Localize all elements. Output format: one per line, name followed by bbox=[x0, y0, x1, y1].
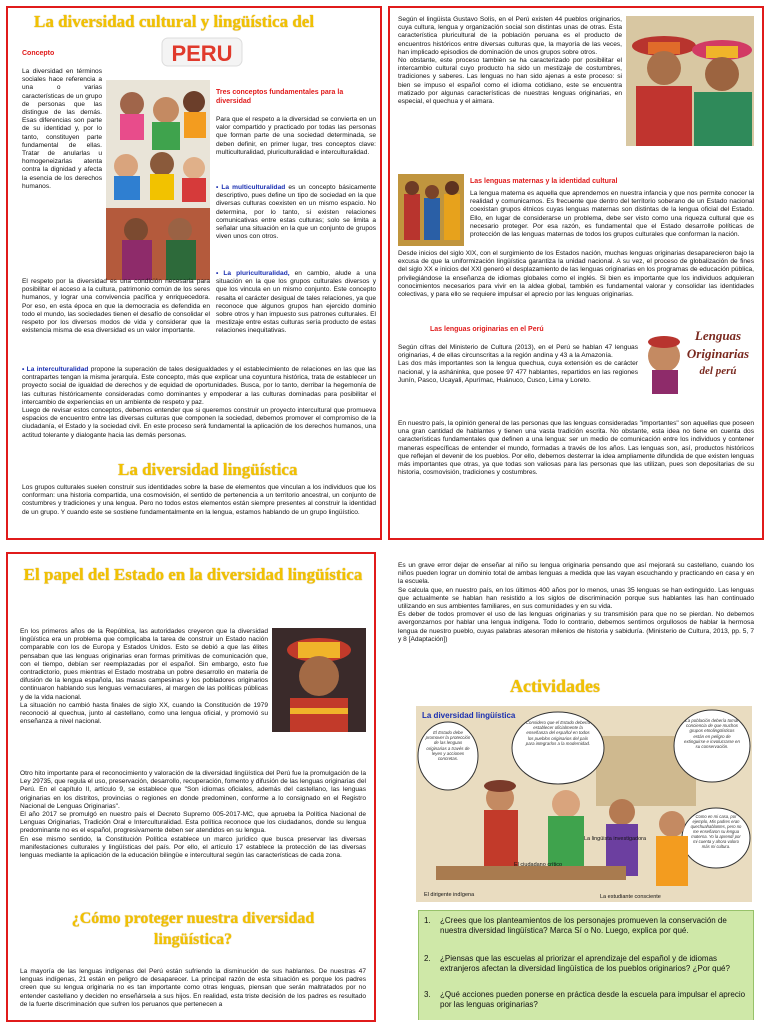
dancers-photo bbox=[398, 174, 464, 246]
question-number: 3. bbox=[424, 990, 431, 999]
pluriculturalidad-text bbox=[216, 270, 376, 372]
speech-bubble-left: El Estado debe promover la protección de las lenguas originarias a través de leyes y acciones concretas. bbox=[418, 722, 478, 790]
proteger-heading: ¿Cómo proteger nuestra diversidad lingüística? bbox=[71, 910, 315, 948]
label-dirigente: El dirigente indígena bbox=[424, 892, 475, 898]
estado-text-2: Otro hito importante para el reconocimiento y valoración de la diversidad lingüística del Perú fue la promulgación de la Ley 29735, que regula el uso, preservación, desarrollo, recuperación, fomento y difusión de las lenguas originarias del Perú. En el capítulo II, artículo 9, se establece que "Son idiomas oficiales, además del castellano, las lenguas originarias en los distritos, provincias o regiones en donde predominen, conforme a lo consignado en el Registro Nacional de Lenguas Originarias". El año 2017 se promulgó en nuestro país el Decreto Supremo 005-2017-MC, que aprueba la Política Nacional de Lenguas Originarias, Tradición Oral e Interculturalidad. Esta política reconoce que los ciudadanos, donde su lengua predominante no es el español, progresivamente deben ser atendidos en su lengua. En ese mismo sentido, la Constitución Política establece un marco jurídico que busca preservar las diversas manifestaciones culturales y lingüísticas del país. Por ello, el artículo 17 establece la protección de las diversas lenguas mediante la aplicación de la educación bilingüe e intercultural según las características de cada zona. bbox=[20, 770, 366, 860]
panel3-title: El papel del Estado en la diversidad lingüística bbox=[23, 565, 363, 584]
interculturalidad-label: • La interculturalidad bbox=[22, 366, 89, 373]
multiculturalidad-label: • La multiculturalidad bbox=[216, 184, 286, 191]
grave-error-text: Es un grave error dejar de enseñar al niño su lengua originaria pensando que así mejorará su castellano, cuando los niños pueden lograr un dominio total de ambas lenguas a medida que las vayan escuchando y practicando en casa y en la escuela. Se calcula que, en nuestro país, en los últimos 400 años por lo menos, unas 35 lenguas se han extinguido. Las lenguas que actualmente se hablan han resistido a los siglos de discriminación porque sus hablantes las han continuado utilizando en sus ambientes familiares, en sus comunidades y en su vida. Es deber de todos promover el uso de las lenguas originarias y su transmisión para que no se pierdan. No debemos avergonzarnos por hablar una lengua indígena. Todo lo contrario, debemos sentirnos orgullosos de hablar la hermosa lengua de nuestro pueblo, cuyas palabras atesoran milenios de historia y sabiduría. (Ministerio de Cultura, 2013, pp. 5, 7 y 8 [Adaptación]) bbox=[398, 562, 754, 643]
label-investigadora: La lingüista investigadora bbox=[584, 836, 647, 842]
actividades-heading: Actividades bbox=[510, 676, 600, 696]
panel-actividades bbox=[388, 552, 764, 1022]
speech-bubble-middle: Considero que el Estado debería establecer oficialmente la enseñanza del español en todos los pueblos originarios del país para integrarlos a la modernidad. bbox=[512, 712, 604, 784]
concepto-heading: Concepto bbox=[22, 50, 55, 57]
estado-text-1: En los primeros años de la República, las autoridades creyeron que la diversidad lingüística era un problema que complicaba la tarea de construir un Estado nación comparable con los de Europa y Estados Unidos. Esto se debió a que las élites pensaban que las lenguas originarias eran formas primitivas de comunicación que, con el tiempo, debían ser reemplazadas por el español. Sin embargo, esto fue contradictorio, pues mientras el Estado mostraba un pobre desarrollo en materia de difusión de la lengua española, las masas campesinas y los pobladores originarios continuaron hablando sus lenguas vernaculares, al margen de las políticas públicas y de la vida nacional. La situación no cambió hasta finales de siglo XX, cuando la Constitución de 1979 reconoció al quechua, junto al castellano, como una lengua oficial, y promovió su enseñanza a nivel nacional. bbox=[20, 628, 268, 726]
panel1-title: La diversidad cultural y lingüística del bbox=[34, 12, 315, 31]
respeto-text: El respeto por la diversidad es una condición necesaria para posibilitar el acceso a la cultura, patrimonio común de los seres humanos, y lograr una convivencia pacífica y enriquecedora. Por eso, en esta época en que la democracia es defendida en todo el mundo, las sociedades tienen el desafío de consolidar el respeto por los diversos modos de vida y considerar que la existencia misma de esa diversidad es un valor importante. bbox=[22, 278, 210, 335]
interculturalidad-body: propone la superación de tales desigualdades y el establecimiento de relaciones en las que las contrapartes tengan la misma jerarquía. Este concepto, más que explicar una coyuntura histórica, trata de establecer un proyecto social de igualdad de derechos y de equidad de oportunidades. Busca, por lo tanto, derribar la hegemonía de las culturas históricamente consideradas como dominantes y empoderar a las culturas dominadas para posibilitar el intercambio de experiencias en un ambiente de respeto y paz. Luego de revisar estos conceptos, debemos entender que si queremos construir un proyecto intercultural que promueva espacios de encuentro entre las diversas culturas que componen la sociedad, debemos promover el compromiso de la ciudadanía, el Estado y la sociedad civil. En este proceso será fundamental la aplicación de los derechos humanos, una actitud tolerante y dialogante hacia las demás personas. bbox=[22, 366, 376, 439]
badge-line2: Originarias bbox=[686, 346, 750, 361]
andean-girls-photo bbox=[626, 16, 754, 146]
multiculturalidad-text bbox=[216, 184, 376, 268]
lenguas-maternas-heading: Las lenguas maternas y la identidad cultural bbox=[470, 178, 618, 185]
question-text: ¿Crees que los planteamientos de los personajes promueven la conservación de nuestra diversidad lingüística? Marca Sí o No. Luego, explica por qué. bbox=[440, 916, 727, 936]
question-number: 2. bbox=[424, 954, 431, 963]
multiculturalidad-body: es un concepto básicamente descriptivo, pues define un tipo de sociedad en la que diversas culturas coexisten en un mismo espacio. No determina, por lo tanto, si existen relaciones comunicativas entre estas culturas; solo se limita a señalar una situación en la que un conjunto de grupos viven unos con otros. bbox=[216, 184, 376, 241]
pluriculturalidad-label: • La pluriculturalidad, bbox=[216, 270, 290, 277]
children-photo bbox=[106, 80, 210, 280]
panel-papel-estado bbox=[6, 552, 376, 1022]
question-text: ¿Piensas que las escuelas al priorizar el aprendizaje del español y de idiomas extranjeros afectan la diversidad lingüística de los pueblos originarios? ¿Por qué? bbox=[440, 954, 730, 974]
label-estudiante: La estudiante consciente bbox=[600, 894, 661, 900]
question-text: ¿Qué acciones pueden ponerse en práctica desde la escuela para impulsar el aprecio por las lenguas originarias? bbox=[440, 990, 746, 1010]
badge-line3: del perú bbox=[699, 365, 737, 377]
speech-bubble-right: La población debería tomar conciencia de que muchos grupos etnolingüísticos están en peligro de extinguirse e involucrarse en su conservación. bbox=[674, 710, 750, 782]
illus-title: La diversidad lingüística bbox=[422, 711, 516, 720]
peru-logo bbox=[160, 34, 244, 70]
siglo-xix-text: Desde inicios del siglo XIX, con el surgimiento de los Estados nación, muchas lenguas originarias desaparecieron bajo la excusa de que la uniformización lingüística garantiza la unidad nacional. A su vez, el proceso de globalización de fines del siglo XX e inicios del XXI generó el desplazamiento de las lenguas originarias en los programas de educación pública, privilegiándose la enseñanza de idiomas globales como el inglés. Si bien es importante que los individuos adquieran conocimientos necesarios para vivir en la aldea global, también es fundamental valorar y consolidar las identidades colectivas, y para ello se requiere impulsar el aprecio por las lenguas originarias. bbox=[398, 250, 754, 299]
tres-conceptos-intro: Para que el respeto a la diversidad se convierta en un valor compartido y practicado por todas las personas que forman parte de una sociedad determinada, se deben definir, en primer lugar, tres conceptos clave: multiculturalidad, pluriculturalidad e interculturalidad. bbox=[216, 116, 376, 156]
lenguas-originarias-badge bbox=[644, 320, 756, 398]
diversidad-linguistica-text: Los grupos culturales suelen construir sus identidades sobre la base de elementos que vinculan a los individuos que los conforman: una historia compartida, una cosmovisión, el sentido de pertenencia a un territorio ancestral, un conjunto de costumbres y tradiciones y una lengua. Pero no todos estos elementos están siempre presentes al construir la identidad de un grupo. Y cuando este se sostiene fundamentalmente en la lengua, estamos hablando de un grupo lingüístico. bbox=[22, 484, 376, 516]
lenguas-originarias-text: Según cifras del Ministerio de Cultura (2013), en el Perú se hablan 47 lenguas originarias, 4 de ellas circunscritas a la región andina y 43 a la Amazonía. Las dos más importantes son la lengua quechua, cuya extensión es de carácter nacional, y la asháninka, que posee 97 477 hablantes, repartidos en las regiones Junín, Pasco, Ucayali, Apurímac, Huánuco, Cusco, Lima y Loreto. bbox=[398, 344, 638, 384]
characters-illustration bbox=[416, 706, 752, 902]
pluriculturalidad-body: en cambio, alude a una situación en la que los grupos culturales diversos y que los vincula en un mismo conjunto. Este concepto resalta el carácter desigual de tales relaciones, ya que reconoce que algunos grupos han ejercido dominio sobre otros y han impuesto sus patrones culturales. El mestizaje entre estas culturas sería producto de estas relaciones inequitativas. bbox=[216, 270, 376, 335]
lenguas-originarias-heading: Las lenguas originarias en el Perú bbox=[430, 326, 544, 333]
proteger-text: La mayoría de las lenguas indígenas del Perú están sufriendo la disminución de sus hablantes. De nuestras 47 lenguas indígenas, 21 están en peligro de desaparecer. La principal razón de esta situación es porque los padres creen que su lengua originaria no es tan importante como otras lenguas, piensan que serán maltratados por no entender castellano y deciden no enseñársela a sus hijos. En realidad, esta triste decisión de los padres es resultado de la fuerte discriminación que sufren los peruanos que pertenecen a bbox=[20, 968, 366, 1008]
speech-bubble-bottom: Como en mi casa, por ejemplo, Mis padres eran quechuahablantes, pero no me enseñaron su lengua materna. Yo la aprendí por mi cuenta y ahora valoro más mi cultura. bbox=[682, 808, 750, 868]
panel-diversidad-cultural bbox=[6, 6, 382, 540]
interculturalidad-text bbox=[22, 366, 376, 462]
question-number: 1. bbox=[424, 916, 431, 925]
peru-logo-text: PERU bbox=[171, 41, 233, 66]
andean-man-photo bbox=[272, 628, 366, 732]
tres-conceptos-heading: Tres conceptos fundamentales para la diversidad bbox=[216, 89, 344, 105]
solis-text: Según el lingüista Gustavo Solís, en el Perú existen 44 pueblos originarios, cuya cultura, lengua y organización social son distintas unas de otras. Esta característica pluricultural de la población peruana es el producto de encuentros históricos entre diversas culturas que, la mayoría de las veces, han implicado episodios de dominación de unos grupos sobre otros. No obstante, este proceso también se ha caracterizado por posibilitar el intercambio cultural cuyo producto ha sido un mestizaje de costumbres, tradiciones y saberes. Las lenguas no han sido ajenas a este proceso: si bien se impuso el español como el idioma cotidiano, este se encuentra matizado por algunas características de nuestras lenguas originarias, en especial, el quechua y el aimara. bbox=[398, 16, 622, 106]
opinion-general-text: En nuestro país, la opinión general de las personas que las lenguas consideradas "importantes" son aquellas que poseen una gran cantidad de hablantes y tienen una vasta tradición escrita. No obstante, esta idea no tiene en cuenta dos características fundamentales que definen a una lengua: ser un medio de comunicación entre los individuos y contener maneras específicas de entender el mundo, formadas a través de los años. Las lenguas son, así, productos históricos que reflejan el devenir de los pueblos. Por ello, debemos desterrar la idea ampliamente difundida de que existen lenguas más importantes que otras, ya que todas son valiosas para las personas que las utilizan, pues son depositarias de su historia, cosmovisión, tradiciones y costumbres. bbox=[398, 420, 754, 477]
lenguas-maternas-text: La lengua materna es aquella que aprendemos en nuestra infancia y que nos permite conocer la realidad y comunicarnos. Es frecuente que dentro del territorio soberano de un Estado nacional coexistan grupos étnicos cuyas lenguas maternas son distintas de la lengua oficial del Estado. Ello, en lugar de considerarse un problema, debe ser visto como una riqueza cultural que es necesario proteger. Por esa razón, es fundamental que el Estado desarrolle políticas de protección de las lenguas maternas de todos los grupos culturales que conforman la nación. bbox=[470, 190, 754, 239]
badge-line1: Lenguas bbox=[694, 328, 742, 343]
label-ciudadano: El ciudadano crítico bbox=[514, 862, 562, 868]
panel-lenguas-maternas bbox=[388, 6, 764, 540]
concepto-text: La diversidad en términos sociales hace referencia a una o varias características de un grupo de personas que las distingue de las demás. Esas diferencias son parte de su identidad y, por lo tanto, constituyen parte fundamental de ellas. Tratar de anularlas u homogeneizarlas atenta contra la dignidad y afecta la esencia de los derechos humanos. bbox=[22, 68, 102, 190]
diversidad-linguistica-heading: La diversidad lingüística bbox=[118, 460, 298, 479]
